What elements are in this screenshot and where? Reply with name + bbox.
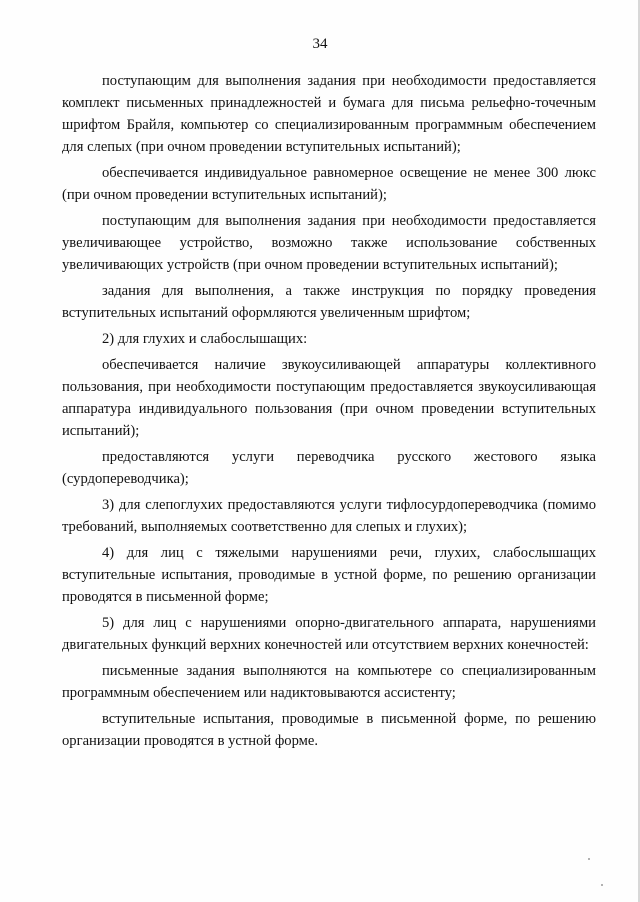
paragraph-sign-language: предоставляются услуги переводчика русского жестового языка (сурдопереводчика); xyxy=(62,449,596,487)
paragraph-lighting: обеспечивается индивидуальное равномерное освещение не менее 300 люкс (при очном проведении вступительных испытаний); xyxy=(62,165,596,203)
paragraph-speech-impairments: 4) для лиц с тяжелыми нарушениями речи, глухих, слабослышащих вступительные испытания, проводимые в устной форме, по решению организации проводятся в письменной форме; xyxy=(62,545,596,605)
paragraph-oral-form: вступительные испытания, проводимые в письменной форме, по решению организации проводятся в устной форме. xyxy=(62,711,596,749)
scan-speck xyxy=(588,858,590,860)
paragraph-sound-amplifier: обеспечивается наличие звукоусиливающей аппаратуры коллективного пользования, при необходимости поступающим предоставляется звукоусиливающая аппаратура индивидуального пользования (при очном проведении вступительных испытаний); xyxy=(62,357,596,439)
paragraph-deafblind: 3) для слепоглухих предоставляются услуги тифлосурдопереводчика (помимо требований, выполняемых соответственно для слепых и глухих); xyxy=(62,497,596,535)
paragraph-computer-assistant: письменные задания выполняются на компьютере со специализированным программным обеспечением или надиктовываются ассистенту; xyxy=(62,663,596,701)
document-body xyxy=(62,70,596,756)
paragraph-braille-materials: поступающим для выполнения задания при необходимости предоставляется комплект письменных принадлежностей и бумага для письма рельефно-точечным шрифтом Брайля, компьютер со специализированным программным обеспечением для слепых (при очном проведении вступительных испытаний); xyxy=(62,73,596,155)
paragraph-musculoskeletal: 5) для лиц с нарушениями опорно-двигательного аппарата, нарушениями двигательных функций верхних конечностей или отсутствием верхних конечностей: xyxy=(62,615,596,653)
paragraph-large-font: задания для выполнения, а также инструкция по порядку проведения вступительных испытаний оформляются увеличенным шрифтом; xyxy=(62,283,596,321)
scan-speck xyxy=(601,884,603,886)
paragraph-deaf-heading: 2) для глухих и слабослышащих: xyxy=(102,331,308,347)
paragraph-magnifier: поступающим для выполнения задания при необходимости предоставляется увеличивающее устройство, возможно также использование собственных увеличивающих устройств (при очном проведении вступительных испытаний); xyxy=(62,213,596,273)
page-number: 34 xyxy=(312,36,328,52)
